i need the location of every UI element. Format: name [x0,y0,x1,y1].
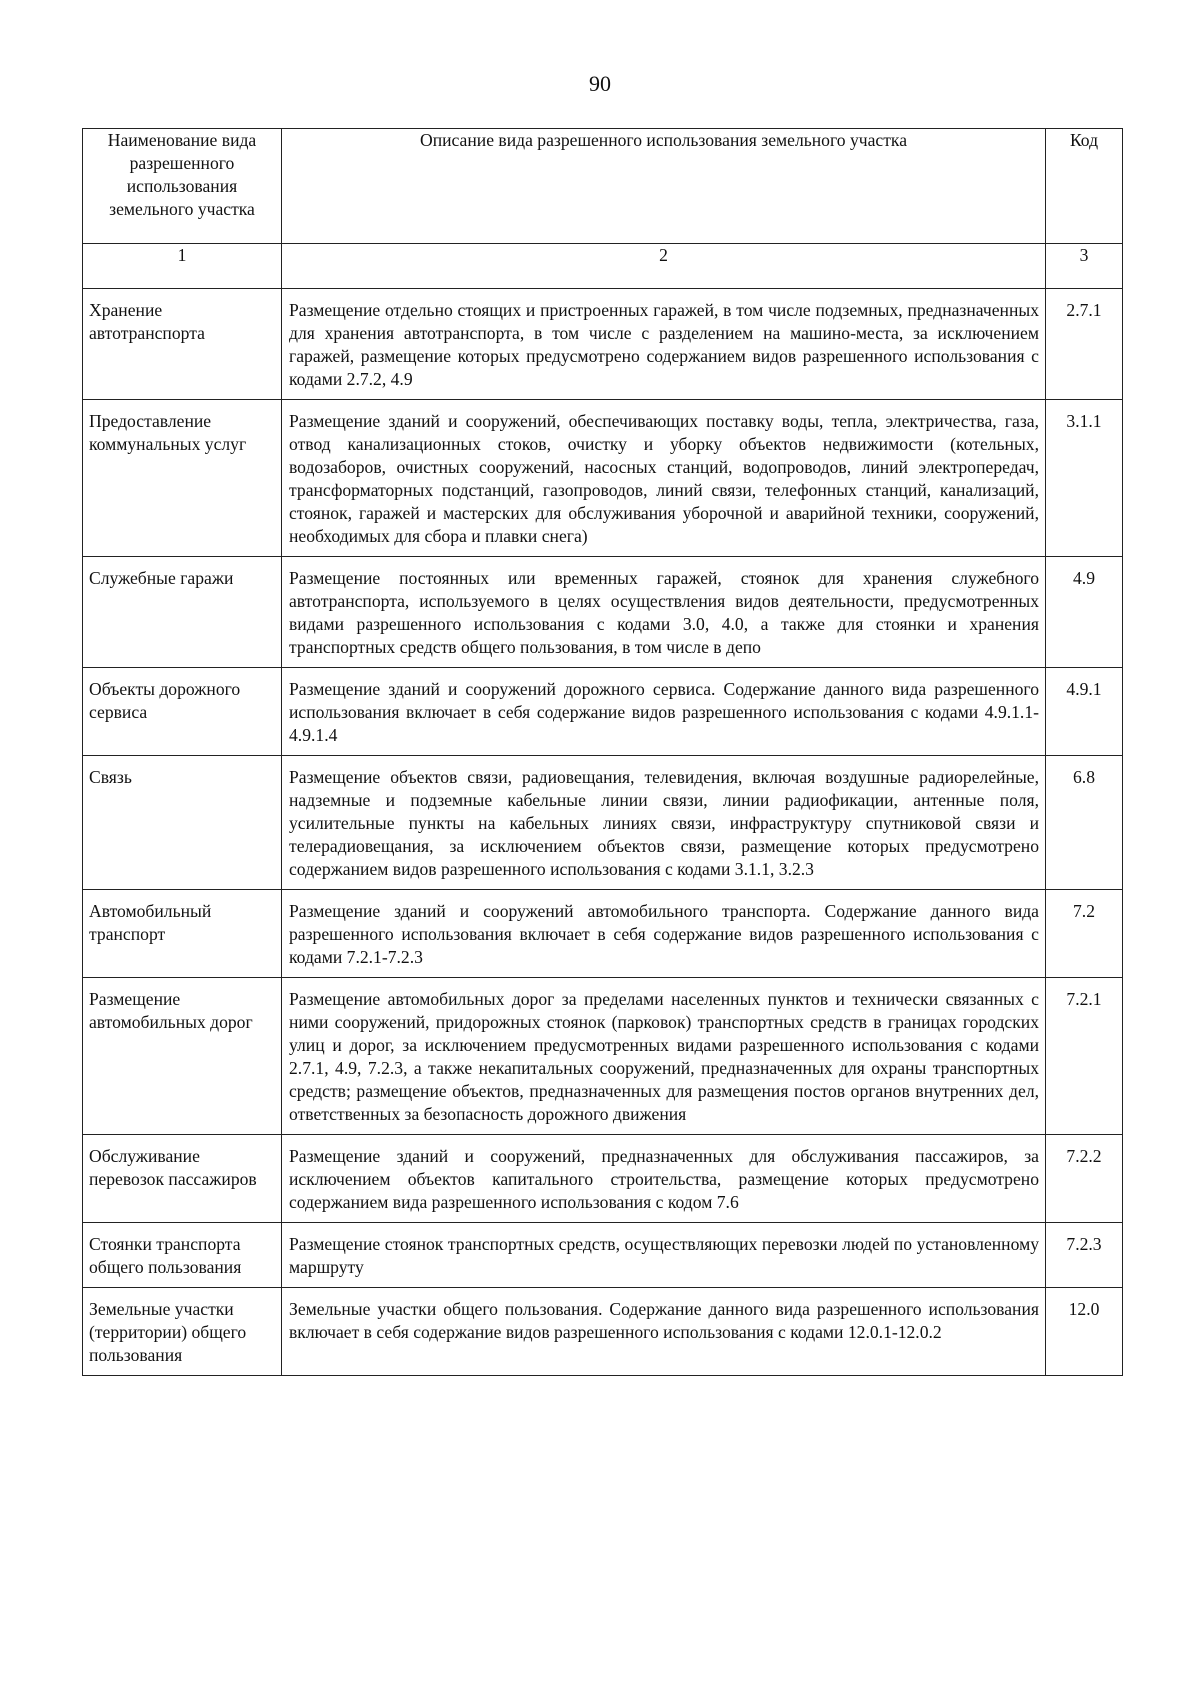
table-header-row [83,129,1123,244]
row-name: Земельные участки (территории) общего пользования [83,1288,282,1376]
row-name: Автомобильный транспорт [83,890,282,978]
row-description: Размещение зданий и сооружений, предназначенных для обслуживания пассажиров, за исключением объектов капитального строительства, размещение которых предусмотрено содержанием вида разрешенного использования с кодом 7.6 [282,1135,1046,1223]
header-description: Описание вида разрешенного использования земельного участка [282,129,1046,244]
row-name: Обслуживание перевозок пассажиров [83,1135,282,1223]
row-name: Служебные гаражи [83,557,282,668]
column-number: 1 [83,244,282,289]
row-code: 7.2.2 [1046,1135,1123,1223]
row-name: Стоянки транспорта общего пользования [83,1223,282,1288]
land-use-table [82,128,1123,1376]
table-row [83,978,1123,1135]
row-description: Размещение отдельно стоящих и пристроенных гаражей, в том числе подземных, предназначенных для хранения автотранспорта, в том числе с разделением на машино-места, за исключением гаражей, размещение которых предусмотрено содержанием видов разрешенного использования с кодами 2.7.2, 4.9 [282,289,1046,400]
table-row [83,1223,1123,1288]
row-description: Размещение зданий и сооружений, обеспечивающих поставку воды, тепла, электричества, газа, отвод канализационных стоков, очистку и уборку объектов недвижимости (котельных, водозаборов, очистных сооружений, насосных станций, водопроводов, линий электропередач, трансформаторных подстанций, газопроводов, линий связи, телефонных станций, канализаций, стоянок, гаражей и мастерских для обслуживания уборочной и аварийной техники, сооружений, необходимых для сбора и плавки снега) [282,400,1046,557]
table-row [83,668,1123,756]
row-description: Размещение стоянок транспортных средств, осуществляющих перевозки людей по установленному маршруту [282,1223,1046,1288]
header-code: Код [1046,129,1123,244]
row-name: Связь [83,756,282,890]
row-code: 7.2.3 [1046,1223,1123,1288]
row-name: Объекты дорожного сервиса [83,668,282,756]
table-row [83,400,1123,557]
column-number: 3 [1046,244,1123,289]
row-code: 3.1.1 [1046,400,1123,557]
table-row [83,289,1123,400]
row-code: 2.7.1 [1046,289,1123,400]
row-code: 4.9 [1046,557,1123,668]
page-number: 90 [589,71,611,96]
row-description: Земельные участки общего пользования. Содержание данного вида разрешенного использования включает в себя содержание видов разрешенного использования с кодами 12.0.1-12.0.2 [282,1288,1046,1376]
row-name: Размещение автомобильных дорог [83,978,282,1135]
table-row [83,756,1123,890]
row-code: 4.9.1 [1046,668,1123,756]
column-number: 2 [282,244,1046,289]
table-row [83,1288,1123,1376]
row-name: Предоставление коммунальных услуг [83,400,282,557]
row-description: Размещение автомобильных дорог за пределами населенных пунктов и технически связанных с ними сооружений, придорожных стоянок (парковок) транспортных средств в границах городских улиц и дорог, за исключением предусмотренных видами разрешенного использования с кодами 2.7.1, 4.9, 7.2.3, а также некапитальных сооружений, предназначенных для охраны транспортных средств; размещение объектов, предназначенных для размещения постов органов внутренних дел, ответственных за безопасность дорожного движения [282,978,1046,1135]
row-description: Размещение зданий и сооружений дорожного сервиса. Содержание данного вида разрешенного использования включает в себя содержание видов разрешенного использования с кодами 4.9.1.1-4.9.1.4 [282,668,1046,756]
row-description: Размещение постоянных или временных гаражей, стоянок для хранения служебного автотранспорта, используемого в целях осуществления видов деятельности, предусмотренных видами разрешенного использования с кодами 3.0, 4.0, а также для стоянки и хранения транспортных средств общего пользования, в том числе в депо [282,557,1046,668]
row-name: Хранение автотранспорта [83,289,282,400]
table-row [83,1135,1123,1223]
table-row [83,557,1123,668]
row-description: Размещение зданий и сооружений автомобильного транспорта. Содержание данного вида разрешенного использования включает в себя содержание видов разрешенного использования с кодами 7.2.1-7.2.3 [282,890,1046,978]
row-code: 12.0 [1046,1288,1123,1376]
table-row [83,890,1123,978]
row-description: Размещение объектов связи, радиовещания, телевидения, включая воздушные радиорелейные, надземные и подземные кабельные линии связи, линии радиофикации, антенные поля, усилительные пункты на кабельных линиях связи, инфраструктуру спутниковой связи и телерадиовещания, за исключением объектов связи, размещение которых предусмотрено содержанием видов разрешенного использования с кодами 3.1.1, 3.2.3 [282,756,1046,890]
row-code: 7.2.1 [1046,978,1123,1135]
row-code: 7.2 [1046,890,1123,978]
header-name: Наименование вида разрешенного использования земельного участка [83,129,282,244]
row-code: 6.8 [1046,756,1123,890]
column-number-row [83,244,1123,289]
